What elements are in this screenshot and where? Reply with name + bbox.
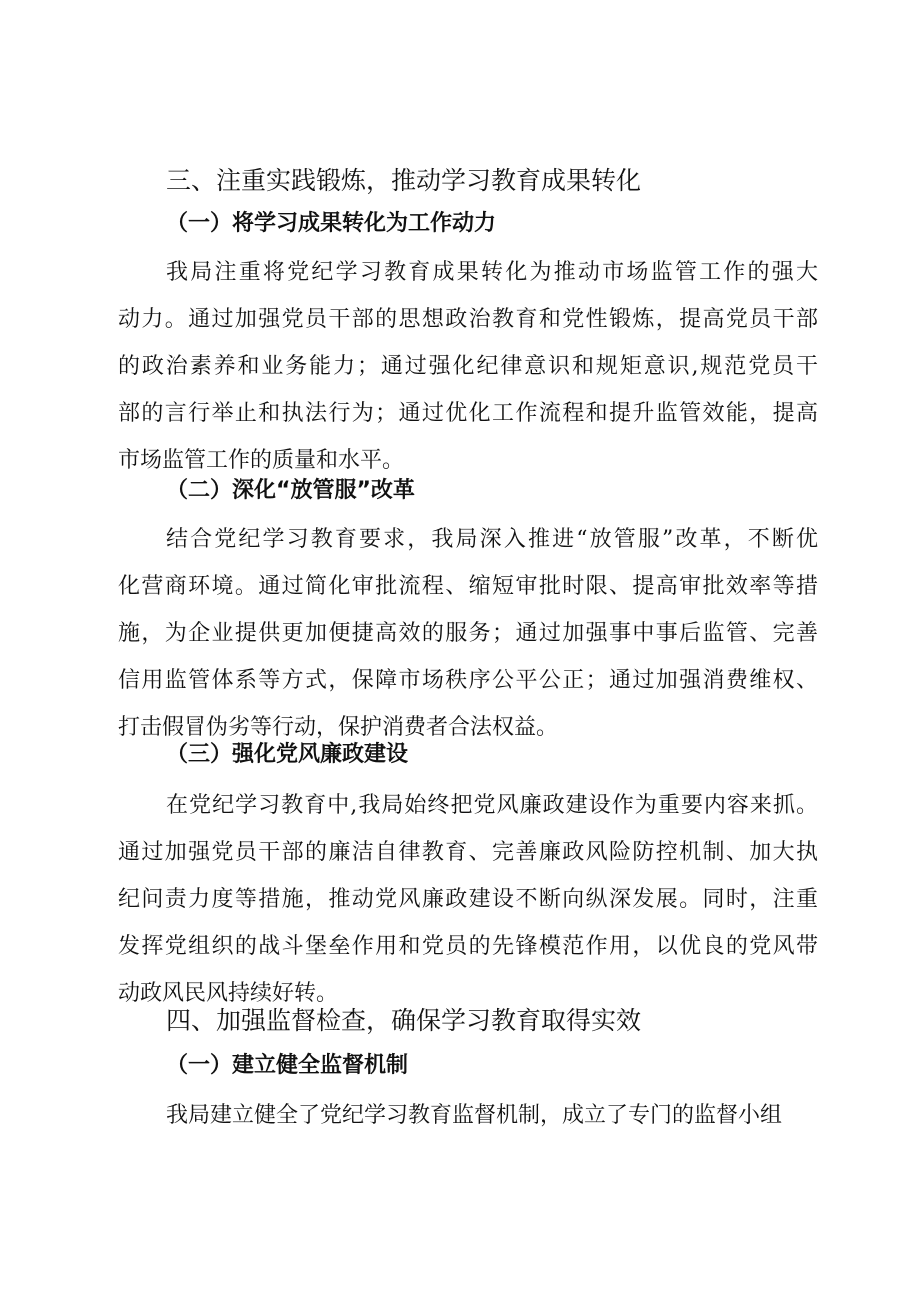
section-3-1-paragraph [118,249,818,484]
paragraph-line: 施，为企业提供更加便捷高效的服务；通过加强事中事后监管、完善 [118,621,818,646]
section-3-heading: 三、注重实践锻炼，推动学习教育成果转化 [166,166,642,195]
section-3-2-paragraph [118,516,818,751]
paragraph-line: 发挥党组织的战斗堡垒作用和党员的先锋模范作用，以优良的党风带 [118,934,818,959]
paragraph-line: 纪问责力度等措施，推动党风廉政建设不断向纵深发展。同时，注重 [118,887,818,912]
paragraph-line: 我局注重将党纪学习教育成果转化为推动市场监管工作的强大 [166,260,818,285]
paragraph-line: 化营商环境。通过简化审批流程、缩短审批时限、提高审批效率等措 [118,574,818,599]
section-4-heading: 四、加强监督检查，确保学习教育取得实效 [166,1006,642,1035]
section-3-3-paragraph [118,782,818,1017]
paragraph-line: 通过加强党员干部的廉洁自律教育、完善廉政风险防控机制、加大执 [118,840,818,865]
section-4-1-heading: （一）建立健全监督机制 [166,1053,409,1078]
paragraph-line: 结合党纪学习教育要求，我局深入推进“放管服”改革，不断优 [166,527,818,552]
paragraph-line: 在党纪学习教育中,我局始终把党风廉政建设作为重要内容来抓。 [166,793,818,818]
paragraph-line: 信用监管体系等方式，保障市场秩序公平公正；通过加强消费维权、 [118,668,818,693]
section-3-3-heading: （三）强化党风廉政建设 [166,742,409,767]
section-4-1-paragraph [118,1092,818,1139]
paragraph-line: 的政治素养和业务能力；通过强化纪律意识和规矩意识,规范党员干 [118,354,818,379]
paragraph-line: 动力。通过加强党员干部的思想政治教育和党性锻炼，提高党员干部 [118,307,818,332]
paragraph-line: 部的言行举止和执法行为；通过优化工作流程和提升监管效能，提高 [118,401,818,426]
paragraph-line: 动政风民风持续好转。 [118,981,339,1006]
paragraph-line: 我局建立健全了党纪学习教育监督机制，成立了专门的监督小组 [166,1103,783,1128]
paragraph-line: 市场监管工作的质量和水平。 [118,448,405,473]
section-3-2-heading: （二）深化“放管服”改革 [166,478,415,503]
section-3-1-heading: （一）将学习成果转化为工作动力 [166,211,497,236]
paragraph-line: 打击假冒伪劣等行动，保护消费者合法权益。 [118,715,559,740]
